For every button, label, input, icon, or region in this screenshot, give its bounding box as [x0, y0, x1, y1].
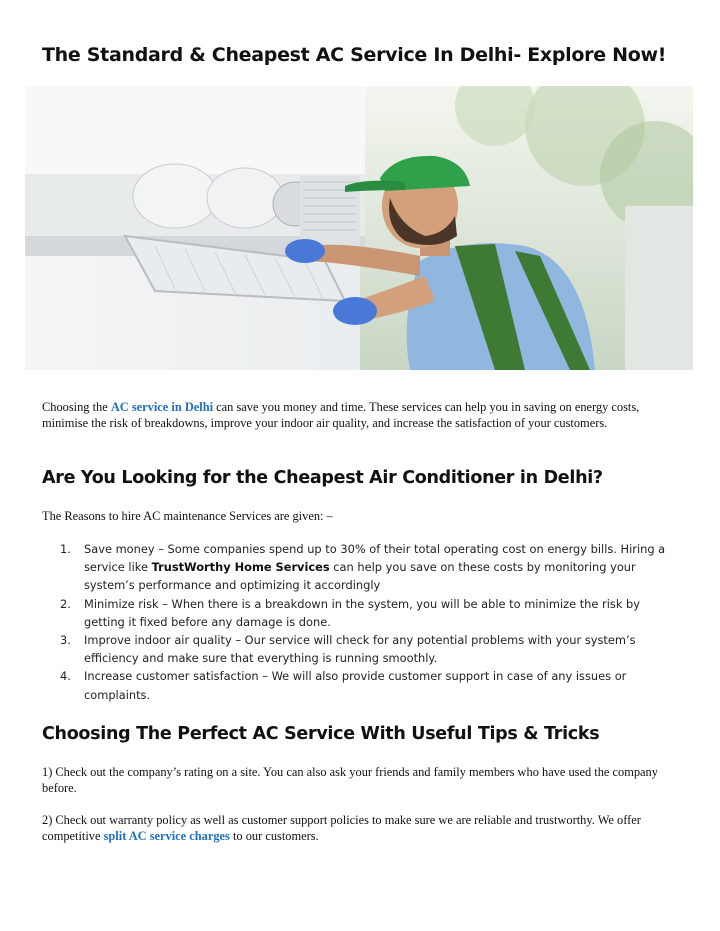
section2-heading: Choosing The Perfect AC Service With Useful Tips & Tricks	[42, 724, 600, 744]
split-ac-charges-link[interactable]: split AC service charges	[103, 828, 230, 843]
hero-illustration	[25, 86, 693, 370]
list-number: 4.	[60, 669, 71, 684]
list-number: 3.	[60, 633, 71, 648]
list-text: Minimize risk – When there is a breakdown in the system, you will be able to minimize the risk by getting it fixed before any damage is done.	[84, 596, 641, 629]
list-item	[60, 667, 670, 703]
intro-text-after: can save you money and time. These services can help you in saving on energy costs, minimise the risk of breakdowns, improve your indoor air quality, and increase the satisfaction of your customers.	[42, 400, 640, 430]
list-text: Improve indoor air quality – Our service will check for any potential problems with your system’s efficiency and make sure that everything is running smoothly.	[84, 633, 636, 666]
section1-heading: Are You Looking for the Cheapest Air Conditioner in Delhi?	[42, 468, 603, 488]
hero-image	[25, 86, 693, 370]
list-bold-text: TrustWorthy Home Services	[151, 560, 330, 575]
list-text: Increase customer satisfaction – We will also provide customer support in case of any issues or complaints.	[84, 669, 627, 702]
list-text: Save money – Some companies spend up to 30% of their total operating cost on energy bills. Hiring a service like	[84, 542, 666, 575]
tip-2	[42, 813, 682, 844]
page-title: The Standard & Cheapest AC Service In Delhi- Explore Now!	[42, 44, 667, 66]
list-number: 1.	[60, 542, 71, 556]
reasons-list	[60, 540, 670, 704]
list-text-after: can help you save on these costs by monitoring your system’s performance and optimizing it accordingly	[84, 560, 636, 593]
intro-paragraph	[42, 400, 682, 431]
intro-text-before: Choosing the	[42, 400, 111, 414]
list-number: 2.	[60, 596, 71, 611]
tip-1: 1) Check out the company’s rating on a site. You can also ask your friends and family members who have used the company before.	[42, 765, 658, 795]
list-item	[60, 540, 670, 595]
list-item	[60, 595, 670, 631]
reasons-intro: The Reasons to hire AC maintenance Services are given: –	[42, 509, 333, 523]
tip2-text-before: 2) Check out warranty policy as well as customer support policies to make sure we are reliable and trustworthy. We offer competitive	[42, 813, 641, 843]
tip2-text-after: to our customers.	[229, 828, 319, 843]
ac-service-link[interactable]: AC service in Delhi	[110, 400, 214, 414]
list-item	[60, 631, 670, 667]
